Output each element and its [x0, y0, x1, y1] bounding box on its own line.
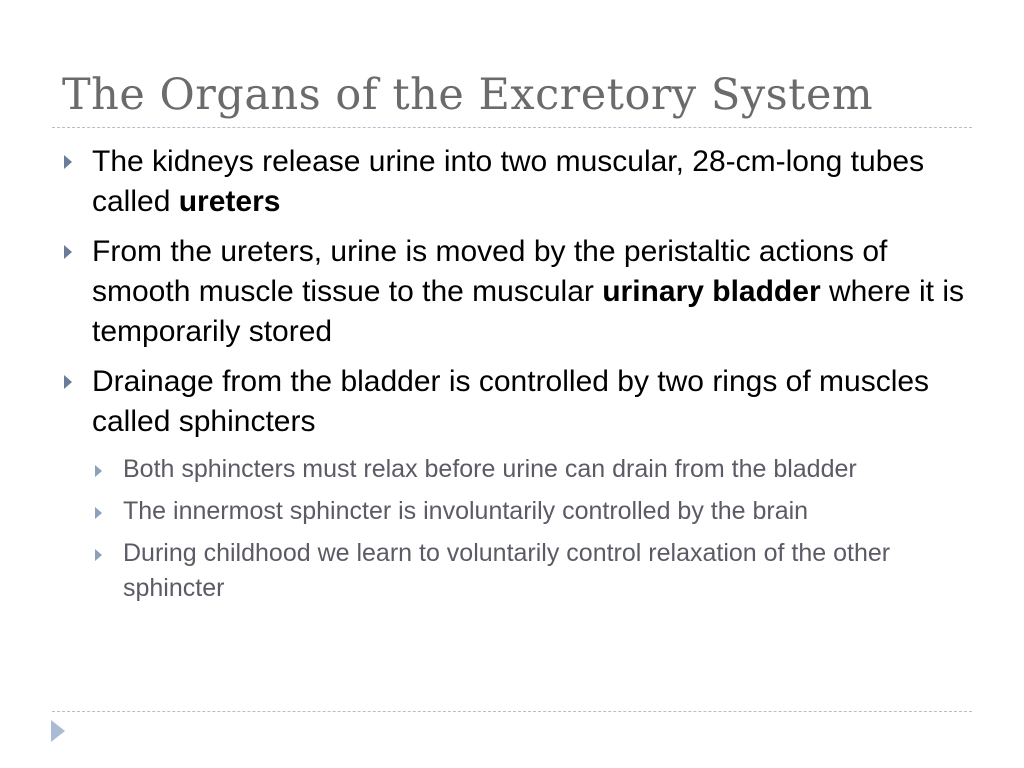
bullet-text: where it is temporarily stored — [92, 275, 965, 348]
bullet-item — [62, 142, 982, 222]
sub-bullet-item — [93, 494, 982, 529]
title-divider — [52, 127, 972, 128]
bullet-text: Drainage from the bladder is controlled by two rings of muscles called sphincters — [92, 365, 930, 438]
corner-arrow-icon — [51, 720, 65, 742]
bullet-arrow-icon — [64, 155, 72, 169]
footer-divider — [52, 711, 972, 712]
bullet-list — [62, 142, 982, 613]
bullet-arrow-icon — [64, 375, 72, 389]
sub-bullet-text: Both sphincters must relax before urine can drain from the bladder — [123, 455, 857, 483]
sub-bullet-arrow-icon — [95, 549, 102, 561]
bullet-item — [62, 232, 982, 352]
bullet-arrow-icon — [64, 245, 72, 259]
sub-bullet-text: The innermost sphincter is involuntarily controlled by the brain — [123, 497, 809, 525]
sub-bullet-item — [93, 536, 982, 606]
bullet-text: From the ureters, urine is moved by the peristaltic actions of smooth muscle tissue to the muscular — [92, 235, 888, 308]
sub-bullet-arrow-icon — [95, 507, 102, 519]
slide-title: The Organs of the Excretory System — [62, 70, 874, 120]
sub-bullet-arrow-icon — [95, 465, 102, 477]
bullet-item — [62, 362, 982, 442]
bullet-bold-term: ureters — [178, 185, 281, 218]
bullet-text: The kidneys release urine into two muscular, 28-cm-long tubes called — [92, 145, 925, 218]
sub-bullet-item — [93, 452, 982, 487]
sub-bullet-text: During childhood we learn to voluntarily control relaxation of the other sphincter — [123, 539, 891, 602]
bullet-bold-term: urinary bladder — [602, 275, 821, 308]
